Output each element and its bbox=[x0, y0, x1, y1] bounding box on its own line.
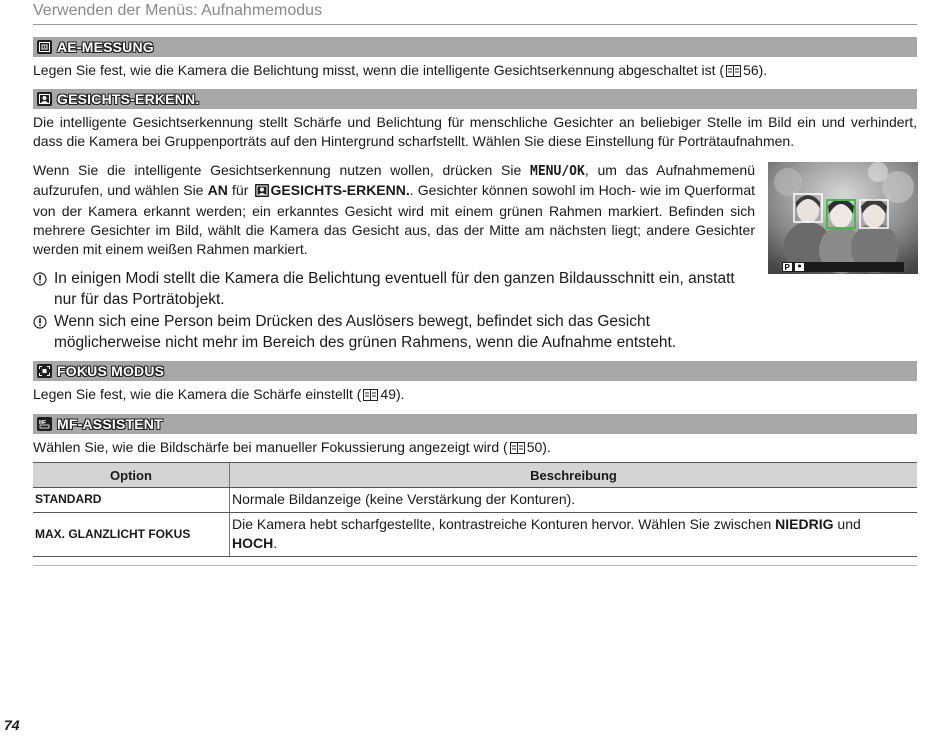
svg-text:MF: MF bbox=[39, 420, 47, 426]
ae-messung-description: Legen Sie fest, wie die Kamera die Belichtung misst, wenn die intelligente Gesichtserkennung abgeschaltet ist ( 56). bbox=[33, 61, 917, 82]
note-exposure: In einigen Modi stellt die Kamera die Belichtung eventuell für den ganzen Bildausschnitt ein, anstatt nur für das Porträtobjekt. bbox=[33, 268, 755, 310]
section-title-mf-assistent: MF-ASSISTENT bbox=[57, 416, 163, 432]
shooting-mode-indicator: P bbox=[784, 263, 790, 272]
table-row bbox=[33, 513, 917, 557]
face-detection-instructions: Wenn Sie die intelligente Gesichtserkennung nutzen wollen, drücken Sie MENU/OK, um das Aufnahmemenü aufzurufen, und wählen Sie AN für GESICHTS-ERKENN.. Gesichter können sowohl im Hoch- wie im Querformat von der Kamera erkannt werden; ein erkanntes Gesicht wird mit einem grünen Rahmen markiert. Befinden sich mehrere Gesichter im Bild, wählt die Kamera das Gesicht aus, das der Mitte am nächsten liegt; andere Gesichter werden mit einem weißen Rahmen markiert. bbox=[33, 162, 755, 257]
section-title-gesichts-erkenn: GESICHTS-ERKENN. bbox=[57, 91, 200, 107]
mf-assist-icon bbox=[37, 417, 52, 431]
description-cell: Normale Bildanzeige (keine Verstärkung der Konturen). bbox=[230, 488, 918, 513]
bottom-divider bbox=[33, 565, 917, 566]
book-reference-icon bbox=[726, 63, 741, 82]
face-detection-example-photo bbox=[768, 162, 918, 274]
section-bar-mf-assistent bbox=[33, 414, 917, 434]
table-row bbox=[33, 488, 917, 513]
page-number: 74 bbox=[4, 717, 20, 733]
mf-assistent-page-ref[interactable]: 50 bbox=[526, 439, 543, 455]
mf-assistent-description: Wählen Sie, wie die Bildschärfe bei manueller Fokussierung angezeigt wird ( 50). bbox=[33, 438, 917, 459]
metering-icon bbox=[37, 40, 52, 54]
section-bar-fokus-modus bbox=[33, 361, 917, 381]
section-bar-ae-messung bbox=[33, 37, 917, 57]
description-cell: Die Kamera hebt scharfgestellte, kontrastreiche Konturen hervor. Wählen Sie zwischen NIEDRIG und HOCH. bbox=[230, 513, 918, 557]
ae-messung-page-ref[interactable]: 56 bbox=[743, 62, 759, 78]
option-cell: MAX. GLANZLICHT FOKUS bbox=[33, 513, 230, 557]
fokus-modus-page-ref[interactable]: 49 bbox=[380, 386, 396, 402]
mf-options-table bbox=[33, 462, 917, 557]
face-detection-icon bbox=[37, 92, 52, 106]
page-header-title: Verwenden der Menüs: Aufnahmemodus bbox=[33, 2, 323, 19]
column-header-option: Option bbox=[33, 463, 230, 488]
caution-icon bbox=[33, 314, 47, 335]
section-bar-gesichts-erkenn bbox=[33, 89, 917, 109]
column-header-description: Beschreibung bbox=[230, 463, 918, 488]
option-cell: STANDARD bbox=[33, 488, 230, 513]
face-detection-intro: Die intelligente Gesichtserkennung stellt Schärfe und Belichtung für menschliche Gesichter an beliebiger Stelle im Bild ein und verhindert, dass die Kamera bei Gruppenporträts auf den Hintergrund scharfstellt. Wählen Sie diese Einstellung für Porträtaufnahmen. bbox=[33, 114, 917, 149]
face-detection-icon bbox=[255, 183, 269, 202]
note-movement: Wenn sich eine Person beim Drücken des Auslösers bewegt, befindet sich das Gesicht möglicherweise nicht mehr im Bereich des grünen Rahmens, wenn die Aufnahme entsteht. bbox=[33, 311, 755, 353]
section-title-ae-messung: AE-MESSUNG bbox=[57, 39, 154, 55]
fokus-modus-description: Legen Sie fest, wie die Kamera die Schärfe einstellt ( 49). bbox=[33, 385, 917, 406]
focus-mode-icon bbox=[37, 364, 52, 378]
book-reference-icon bbox=[363, 387, 378, 406]
book-reference-icon bbox=[510, 440, 525, 459]
header-divider bbox=[33, 24, 917, 25]
table-header-row bbox=[33, 463, 917, 488]
caution-icon bbox=[33, 271, 47, 292]
section-title-fokus-modus: FOKUS MODUS bbox=[57, 363, 165, 379]
menu-ok-button-label: MENU/OK bbox=[530, 164, 585, 179]
